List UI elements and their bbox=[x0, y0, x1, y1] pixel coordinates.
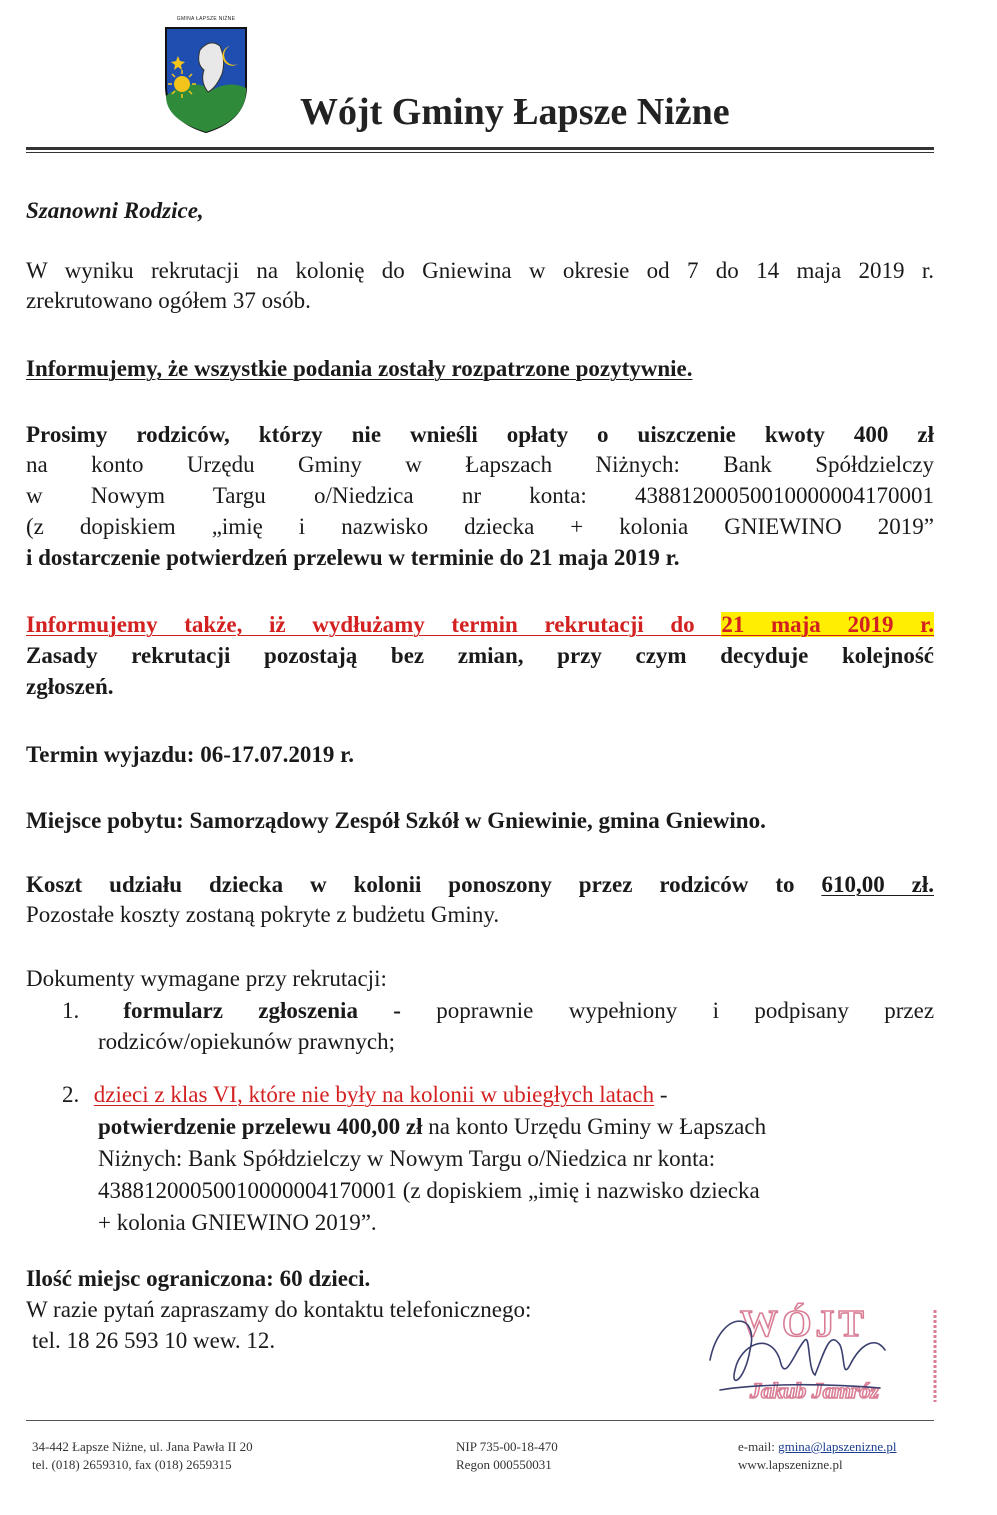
cost-amount: 610,00 zł. bbox=[821, 872, 934, 897]
info-positive bbox=[26, 354, 934, 384]
doc-2-bold: potwierdzenie przelewu 400,00 zł bbox=[98, 1114, 423, 1139]
footer-email-label: e-mail: bbox=[738, 1439, 779, 1454]
doc-2-red: dzieci z klas VI, które nie były na kolonii w ubiegłych latach bbox=[93, 1082, 655, 1107]
payment-line-5: i dostarczenie potwierdzeń przelewu w terminie do 21 maja 2019 r. bbox=[26, 545, 680, 570]
doc-1-bold: formularz zgłoszenia - bbox=[123, 998, 401, 1023]
page-title: Wójt Gminy Łapsze Niżne bbox=[300, 91, 730, 133]
departure-date: Termin wyjazdu: 06-17.07.2019 r. bbox=[26, 742, 354, 767]
stamp-name: Jakub Jamróz bbox=[750, 1378, 879, 1403]
rules-line-1: Zasady rekrutacji pozostają bez zmian, przy czym decyduje kolejność bbox=[26, 643, 934, 668]
footer-email-link[interactable]: gmina@lapszenizne.pl bbox=[778, 1439, 897, 1454]
footer-nip: NIP 735-00-18-470 bbox=[456, 1439, 558, 1454]
doc-2-number: 2. bbox=[62, 1082, 80, 1107]
stay-location: Miejsce pobytu: Samorządowy Zespół Szkół w Gniewinie, gmina Gniewino. bbox=[26, 808, 766, 833]
header-divider bbox=[26, 147, 934, 153]
intro-line-1: W wyniku rekrutacji na kolonię do Gniewina w okresie od 7 do 14 maja 2019 r. bbox=[26, 258, 934, 283]
doc-1-line-2: rodziców/opiekunów prawnych; bbox=[98, 1029, 396, 1054]
payment-line-3: w Nowym Targu o/Niedzica nr konta: 43881200050010000004170001 bbox=[26, 483, 934, 508]
cost-line bbox=[26, 870, 934, 900]
stamp-title: WÓJT bbox=[740, 1303, 868, 1345]
footer-email-line bbox=[738, 1438, 897, 1456]
doc-1-rest: poprawnie wypełniony i podpisany przez bbox=[436, 998, 935, 1023]
doc-2-line-5: + kolonia GNIEWINO 2019”. bbox=[98, 1210, 377, 1235]
doc-2-line-3: Niżnych: Bank Spółdzielczy w Nowym Targu o/Niedzica nr konta: bbox=[98, 1146, 716, 1171]
cost-rest: Pozostałe koszty zostaną pokryte z budżetu Gminy. bbox=[26, 902, 500, 927]
rules-line-2: zgłoszeń. bbox=[26, 674, 114, 699]
footer-website[interactable]: www.lapszenizne.pl bbox=[738, 1457, 843, 1472]
doc-2-line-4: 43881200050010000004170001 (z dopiskiem „imię i nazwisko dziecka bbox=[98, 1178, 760, 1203]
signature-stamp bbox=[690, 1290, 950, 1420]
doc-item-2 bbox=[62, 1080, 934, 1110]
extension-text: Informujemy także, iż wydłużamy termin rekrutacji do bbox=[26, 612, 722, 637]
doc-2-rest: na konto Urzędu Gminy w Łapszach bbox=[422, 1114, 767, 1139]
coat-of-arms-icon bbox=[160, 16, 252, 134]
footer-divider bbox=[26, 1420, 934, 1421]
doc-1-number: 1. bbox=[62, 998, 80, 1023]
footer-address: 34-442 Łapsze Niżne, ul. Jana Pawła II 20 bbox=[32, 1439, 253, 1454]
salutation: Szanowni Rodzice, bbox=[26, 198, 204, 223]
cost-text: Koszt udziału dziecka w kolonii ponoszony przez rodziców to bbox=[26, 872, 822, 897]
footer-regon: Regon 000550031 bbox=[456, 1457, 552, 1472]
crest-label: GMINA ŁAPSZE NIŻNE bbox=[176, 16, 236, 22]
payment-line-1: Prosimy rodziców, którzy nie wnieśli opłaty o uiszczenie kwoty 400 zł bbox=[26, 422, 934, 447]
doc-2-line-2 bbox=[98, 1112, 934, 1142]
places-limit: Ilość miejsc ograniczona: 60 dzieci. bbox=[26, 1266, 371, 1291]
extension-notice bbox=[26, 610, 934, 640]
footer-phone-fax: tel. (018) 2659310, fax (018) 2659315 bbox=[32, 1457, 232, 1472]
extension-date: 21 maja 2019 r. bbox=[721, 612, 934, 637]
info-positive-text: Informujemy, że wszystkie podania zostały rozpatrzone pozytywnie. bbox=[26, 356, 693, 381]
intro-line-2: zrekrutowano ogółem 37 osób. bbox=[26, 288, 311, 313]
contact-line-1: W razie pytań zapraszamy do kontaktu telefonicznego: bbox=[26, 1297, 532, 1322]
documents-intro: Dokumenty wymagane przy rekrutacji: bbox=[26, 966, 387, 991]
doc-item-1 bbox=[62, 996, 934, 1026]
contact-phone: tel. 18 26 593 10 wew. 12. bbox=[32, 1328, 276, 1353]
doc-2-dash: - bbox=[654, 1082, 668, 1107]
payment-line-2: na konto Urzędu Gminy w Łapszach Niżnych: Bank Spółdzielczy bbox=[26, 452, 934, 477]
payment-line-4: (z dopiskiem „imię i nazwisko dziecka + kolonia GNIEWINO 2019” bbox=[26, 514, 934, 539]
